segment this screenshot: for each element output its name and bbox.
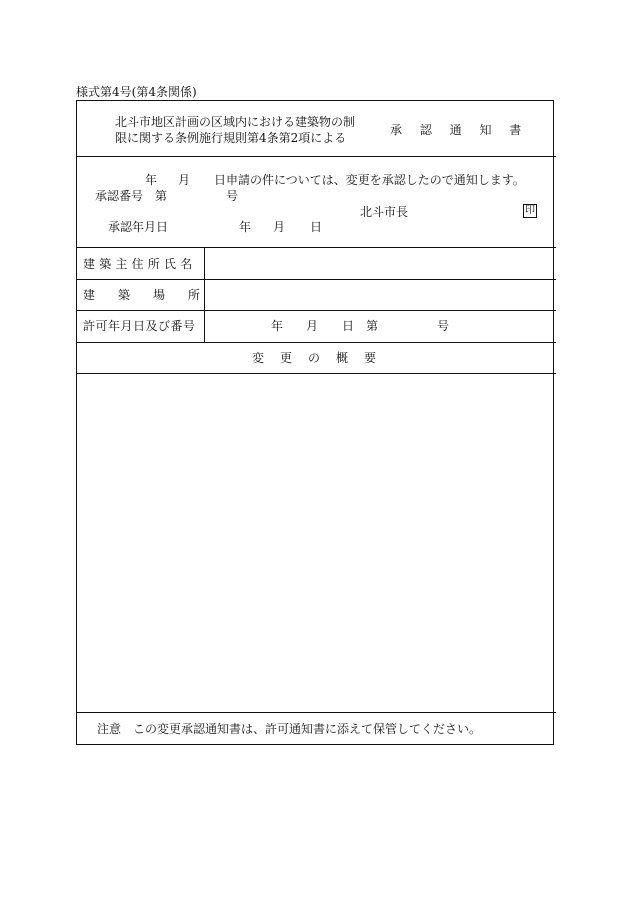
approval-year: 年 [239, 220, 252, 234]
permit-day: 日 [342, 319, 355, 333]
divider-header [76, 156, 556, 157]
owner-field[interactable] [206, 249, 554, 278]
footer-note: 注意 この変更承認通知書は、許可通知書に添えて保管してください。 [97, 722, 482, 736]
permit-dai: 第 [366, 319, 379, 333]
approval-number-label: 承認番号 [95, 189, 144, 203]
divider-footer [76, 712, 556, 713]
regulation-text-line1: 北斗市地区計画の区域内における建築物の制 [115, 115, 356, 129]
form-number-label: 様式第4号(第4条関係) [76, 85, 197, 99]
permit-label: 許可年月日及び番号 [83, 319, 196, 333]
owner-label: 建築主住所氏名 [83, 257, 197, 271]
divider-permit [76, 342, 556, 343]
approval-day: 日 [310, 220, 323, 234]
approval-number-dai: 第 [155, 189, 168, 203]
approval-number-go: 号 [226, 189, 239, 203]
seal-icon: 印 [525, 205, 535, 216]
divider-notice [76, 247, 556, 248]
summary-header: 変 更 の 概 要 [252, 351, 379, 365]
permit-year: 年 [271, 319, 284, 333]
summary-area[interactable] [78, 375, 554, 711]
request-month-label: 月 [178, 173, 191, 187]
divider-owner [76, 279, 556, 280]
approval-month: 月 [273, 220, 286, 234]
site-field[interactable] [206, 281, 554, 309]
mayor-label: 北斗市長 [360, 205, 409, 219]
divider-summary-header [76, 373, 556, 374]
divider-site [76, 310, 556, 311]
document-title: 承 認 通 知 書 [390, 123, 529, 137]
regulation-text-line2: 限に関する条例施行規則第4条第2項による [115, 131, 347, 145]
request-year-label: 年 [145, 173, 158, 187]
permit-month: 月 [306, 319, 319, 333]
site-label: 建築場所 [83, 288, 224, 302]
approval-date-label: 承認年月日 [108, 220, 169, 234]
request-statement: 日申請の件については、変更を承認したので通知します。 [214, 173, 525, 187]
permit-go: 号 [437, 319, 450, 333]
